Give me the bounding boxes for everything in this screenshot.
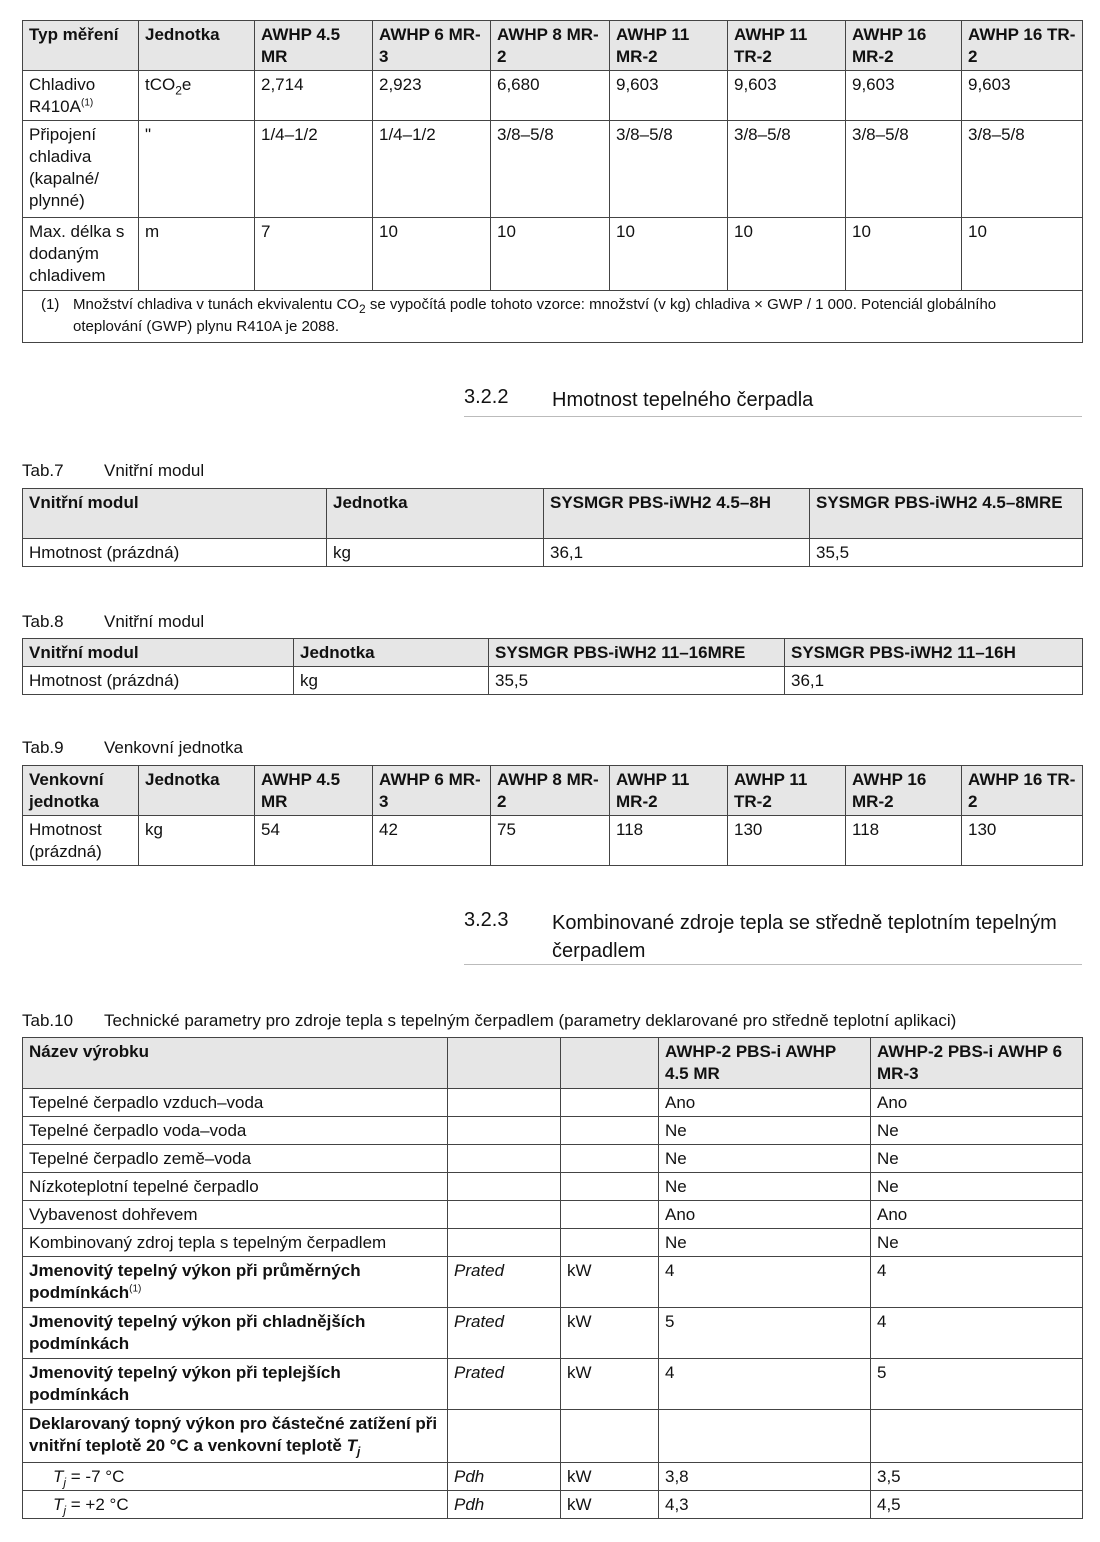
unit-cell: kW: [561, 1463, 659, 1491]
row-label: Chladivo $R410A^{(1)}$: [23, 71, 139, 121]
header-cell: Jednotka: [294, 639, 489, 667]
table-row: [23, 1463, 1083, 1491]
row-label: $T_j = +2$ °C: [23, 1491, 448, 1519]
table-row: [23, 1089, 1083, 1117]
value-cell: 2,714: [255, 71, 373, 121]
tab10-table: [22, 1037, 1083, 1519]
unit-cell: [561, 1201, 659, 1229]
unit-cell: kg: [294, 667, 489, 695]
table-row: [23, 1173, 1083, 1201]
table-row: [23, 1229, 1083, 1257]
table-row: [23, 1145, 1083, 1173]
row-label: Vybavenost dohřevem: [23, 1201, 448, 1229]
value-cell: Ano: [659, 1089, 871, 1117]
value-cell: 4,3: [659, 1491, 871, 1519]
header-cell: SYSMGR PBS-iWH2 4.5–8H: [544, 489, 810, 539]
value-cell: 10: [491, 218, 610, 291]
value-cell: Ne: [871, 1145, 1083, 1173]
unit-cell: [561, 1173, 659, 1201]
table-header-row: [23, 21, 1083, 71]
value-cell: 9,603: [962, 71, 1083, 121]
value-cell: 9,603: [728, 71, 846, 121]
value-cell: 4: [871, 1257, 1083, 1308]
tab7-table: [22, 488, 1083, 567]
table-row: [23, 539, 1083, 567]
header-cell: Jednotka: [327, 489, 544, 539]
value-cell: 4,5: [871, 1491, 1083, 1519]
unit-cell: kW: [561, 1257, 659, 1308]
header-cell: Název výrobku: [23, 1038, 448, 1089]
value-cell: Ne: [871, 1229, 1083, 1257]
header-cell: AWHP 8 MR-2: [491, 766, 610, 816]
value-cell: 7: [255, 218, 373, 291]
value-cell: 4: [871, 1308, 1083, 1359]
value-cell: Ne: [659, 1229, 871, 1257]
section-heading-3-2-3: [464, 909, 1082, 965]
row-label: Max. délka s dodaným chladivem: [23, 218, 139, 291]
symbol-cell: [448, 1410, 561, 1463]
value-cell: 10: [610, 218, 728, 291]
unit-cell: ": [139, 121, 255, 218]
table-caption-tab8: Tab.8 Vnitřní modul: [22, 612, 205, 631]
symbol-cell: [448, 1089, 561, 1117]
table-row: [23, 1117, 1083, 1145]
value-cell: 130: [728, 816, 846, 866]
symbol-cell: Prated: [448, 1308, 561, 1359]
table-header-row: [23, 766, 1083, 816]
header-cell: SYSMGR PBS-iWH2 11–16H: [785, 639, 1083, 667]
value-cell: 4: [659, 1359, 871, 1410]
unit-cell: [561, 1117, 659, 1145]
header-cell: [561, 1038, 659, 1089]
header-cell: AWHP-2 PBS-i AWHP 6 MR-3: [871, 1038, 1083, 1089]
section-number: 3.2.2: [464, 386, 509, 408]
value-cell: 4: [659, 1257, 871, 1308]
unit-cell: tCO$_2$e: [139, 71, 255, 121]
table-header-row: [23, 1038, 1083, 1089]
value-cell: 36,1: [785, 667, 1083, 695]
table-row: [23, 1257, 1083, 1308]
header-cell: Typ měření: [23, 21, 139, 71]
header-cell: AWHP 16 MR-2: [846, 766, 962, 816]
table-row: [23, 1308, 1083, 1359]
table-row: [23, 218, 1083, 291]
section-heading-3-2-2: [464, 386, 1082, 417]
footnote-text: Množství chladiva v tunách ekvivalentu $CO_2$ se vypočítá podle tohoto vzorce: množství (v kg) chladiva × GWP / 1 000. Potenciál globálního oteplování (GWP) plynu R410A je 2088.: [73, 296, 997, 335]
header-cell: Vnitřní modul: [23, 489, 327, 539]
header-cell: AWHP 11 MR-2: [610, 21, 728, 71]
symbol-cell: [448, 1229, 561, 1257]
row-label: Hmotnost (prázdná): [23, 539, 327, 567]
value-cell: 9,603: [846, 71, 962, 121]
symbol-cell: [448, 1145, 561, 1173]
row-label: Deklarovaný topný výkon pro částečné zatížení při vnitřní teplotě 20 °C a venkovní teplotě $T_j$: [23, 1410, 448, 1463]
header-cell: [448, 1038, 561, 1089]
header-cell: AWHP-2 PBS-i AWHP 4.5 MR: [659, 1038, 871, 1089]
header-cell: AWHP 16 TR-2: [962, 766, 1083, 816]
unit-cell: kW: [561, 1359, 659, 1410]
value-cell: 3/8–5/8: [846, 121, 962, 218]
value-cell: Ne: [871, 1117, 1083, 1145]
value-cell: [871, 1410, 1083, 1463]
value-cell: 75: [491, 816, 610, 866]
table-row: [23, 816, 1083, 866]
value-cell: 10: [728, 218, 846, 291]
table-row: [23, 1359, 1083, 1410]
header-cell: AWHP 6 MR-3: [373, 766, 491, 816]
unit-cell: m: [139, 218, 255, 291]
symbol-cell: [448, 1201, 561, 1229]
value-cell: 5: [659, 1308, 871, 1359]
value-cell: 130: [962, 816, 1083, 866]
value-cell: 10: [846, 218, 962, 291]
value-cell: 35,5: [489, 667, 785, 695]
value-cell: Ne: [871, 1173, 1083, 1201]
value-cell: 3/8–5/8: [962, 121, 1083, 218]
row-label: Jmenovitý tepelný výkon při průměrných podmínkách$^{(1)}$: [23, 1257, 448, 1308]
table-row: [23, 121, 1083, 218]
value-cell: 10: [962, 218, 1083, 291]
table-header-row: [23, 639, 1083, 667]
header-cell: Venkovní jednotka: [23, 766, 139, 816]
tab9-table: [22, 765, 1083, 866]
row-label: Nízkoteplotní tepelné čerpadlo: [23, 1173, 448, 1201]
unit-cell: [561, 1089, 659, 1117]
table-header-row: [23, 489, 1083, 539]
symbol-cell: Prated: [448, 1359, 561, 1410]
row-label: Hmotnost (prázdná): [23, 816, 139, 866]
symbol-cell: Pdh: [448, 1463, 561, 1491]
table-row: [23, 667, 1083, 695]
table-row: [23, 71, 1083, 121]
value-cell: 42: [373, 816, 491, 866]
unit-cell: [561, 1410, 659, 1463]
table-caption-tab7: Tab.7 Vnitřní modul: [22, 461, 205, 480]
value-cell: 1/4–1/2: [373, 121, 491, 218]
value-cell: [659, 1410, 871, 1463]
value-cell: Ne: [659, 1117, 871, 1145]
value-cell: 10: [373, 218, 491, 291]
header-cell: SYSMGR PBS-iWH2 4.5–8MRE: [810, 489, 1083, 539]
value-cell: Ano: [871, 1201, 1083, 1229]
header-cell: Jednotka: [139, 766, 255, 816]
table-row: [23, 1410, 1083, 1463]
header-cell: AWHP 11 MR-2: [610, 766, 728, 816]
section-number: 3.2.3: [464, 909, 509, 931]
row-label: Tepelné čerpadlo voda–voda: [23, 1117, 448, 1145]
row-label: Tepelné čerpadlo země–voda: [23, 1145, 448, 1173]
refrigerant-table: [22, 20, 1083, 343]
value-cell: Ano: [871, 1089, 1083, 1117]
header-cell: SYSMGR PBS-iWH2 11–16MRE: [489, 639, 785, 667]
header-cell: Vnitřní modul: [23, 639, 294, 667]
unit-cell: kW: [561, 1308, 659, 1359]
row-label: Jmenovitý tepelný výkon při chladnějších podmínkách: [23, 1308, 448, 1359]
header-cell: AWHP 16 MR-2: [846, 21, 962, 71]
unit-cell: [561, 1145, 659, 1173]
row-label: Připojení chladiva (kapalné/ plynné): [23, 121, 139, 218]
value-cell: 36,1: [544, 539, 810, 567]
row-label: Hmotnost (prázdná): [23, 667, 294, 695]
header-cell: AWHP 4.5 MR: [255, 766, 373, 816]
value-cell: 3/8–5/8: [491, 121, 610, 218]
value-cell: 3,8: [659, 1463, 871, 1491]
header-cell: AWHP 6 MR-3: [373, 21, 491, 71]
value-cell: 118: [846, 816, 962, 866]
unit-cell: [561, 1229, 659, 1257]
value-cell: 3/8–5/8: [728, 121, 846, 218]
unit-cell: kW: [561, 1491, 659, 1519]
row-label: Jmenovitý tepelný výkon při teplejších podmínkách: [23, 1359, 448, 1410]
value-cell: 2,923: [373, 71, 491, 121]
table-caption-tab10: Tab.10 Technické parametry pro zdroje tepla s tepelným čerpadlem (parametry deklarované pro středně teplotní aplikaci): [22, 1011, 957, 1030]
header-cell: Jednotka: [139, 21, 255, 71]
symbol-cell: Prated: [448, 1257, 561, 1308]
value-cell: 5: [871, 1359, 1083, 1410]
header-cell: AWHP 11 TR-2: [728, 766, 846, 816]
symbol-cell: [448, 1173, 561, 1201]
value-cell: 9,603: [610, 71, 728, 121]
value-cell: 54: [255, 816, 373, 866]
table-caption-tab9: Tab.9 Venkovní jednotka: [22, 738, 243, 757]
section-title: Kombinované zdroje tepla se středně teplotním tepelným čerpadlem: [552, 912, 1057, 962]
footnote: [23, 291, 1083, 343]
section-title: Hmotnost tepelného čerpadla: [552, 389, 814, 411]
header-cell: AWHP 11 TR-2: [728, 21, 846, 71]
value-cell: Ne: [659, 1173, 871, 1201]
table-row: [23, 1491, 1083, 1519]
symbol-cell: Pdh: [448, 1491, 561, 1519]
row-label: $T_j = -7$ °C: [23, 1463, 448, 1491]
value-cell: 3,5: [871, 1463, 1083, 1491]
footnote-row: [23, 291, 1083, 343]
row-label: Tepelné čerpadlo vzduch–voda: [23, 1089, 448, 1117]
value-cell: 3/8–5/8: [610, 121, 728, 218]
unit-cell: kg: [327, 539, 544, 567]
symbol-cell: [448, 1117, 561, 1145]
value-cell: Ne: [659, 1145, 871, 1173]
footnote-number: (1): [41, 296, 60, 313]
unit-cell: kg: [139, 816, 255, 866]
value-cell: 118: [610, 816, 728, 866]
header-cell: AWHP 4.5 MR: [255, 21, 373, 71]
value-cell: Ano: [659, 1201, 871, 1229]
row-label: Kombinovaný zdroj tepla s tepelným čerpadlem: [23, 1229, 448, 1257]
tab8-table: [22, 638, 1083, 695]
value-cell: 1/4–1/2: [255, 121, 373, 218]
value-cell: 35,5: [810, 539, 1083, 567]
value-cell: 6,680: [491, 71, 610, 121]
table-row: [23, 1201, 1083, 1229]
header-cell: AWHP 16 TR-2: [962, 21, 1083, 71]
header-cell: AWHP 8 MR-2: [491, 21, 610, 71]
